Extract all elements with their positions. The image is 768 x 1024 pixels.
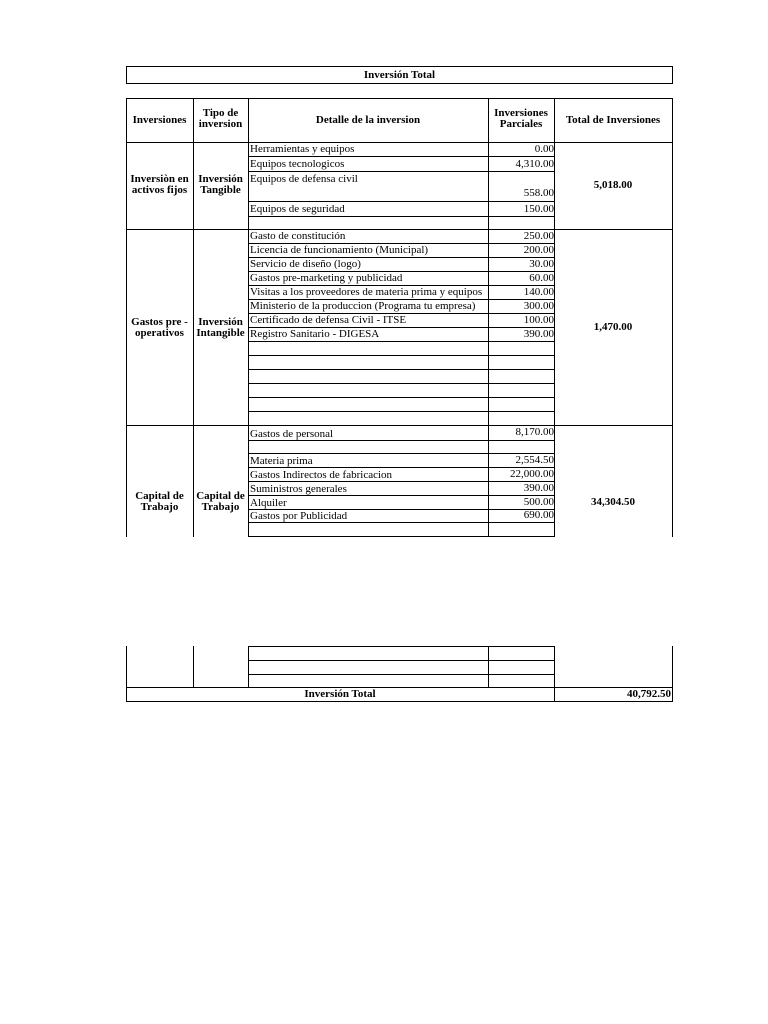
item-detalle: Herramientas y equipos: [250, 144, 355, 155]
page-title: Inversión Total: [363, 69, 436, 81]
footer-total: 40,792.50: [627, 688, 671, 700]
item-monto: 500.00: [523, 496, 554, 508]
header-total: Total de Inversiones: [565, 114, 661, 126]
item-monto: 250.00: [523, 230, 554, 242]
group-2-tipo: Inversión Intangible: [196, 316, 245, 339]
item-detalle: Gasto de constitución: [250, 231, 346, 242]
item-monto: 22,000.00: [510, 468, 554, 480]
footer-label: Inversión Total: [304, 688, 376, 700]
item-monto: 690.00: [523, 509, 554, 521]
group-2-inversion: Gastos pre - operativos: [131, 316, 188, 339]
item-detalle: Equipos tecnologicos: [250, 159, 345, 170]
item-detalle: Suministros generales: [250, 484, 347, 495]
item-detalle: Licencia de funcionamiento (Municipal): [250, 245, 429, 256]
item-monto: 2,554.50: [515, 454, 554, 466]
item-monto: 200.00: [523, 244, 554, 256]
item-monto: 150.00: [523, 203, 554, 215]
group-3-tipo: Capital de Trabajo: [196, 490, 245, 513]
item-monto: 60.00: [529, 272, 554, 284]
header-parciales: Inversiones Parciales: [494, 107, 548, 130]
item-monto: 390.00: [523, 482, 554, 494]
item-detalle: Alquiler: [250, 498, 287, 509]
item-monto: 558.00: [523, 187, 554, 199]
group-1-total: 5,018.00: [593, 179, 633, 191]
header-detalle: Detalle de la inversion: [315, 114, 421, 126]
item-monto: 100.00: [523, 314, 554, 326]
item-monto: 390.00: [523, 328, 554, 340]
item-detalle: Ministerio de la produccion (Programa tu empresa): [250, 301, 476, 312]
item-detalle: Gastos de personal: [250, 429, 334, 440]
item-detalle: Materia prima: [250, 456, 313, 467]
item-detalle: Equipos de seguridad: [250, 204, 345, 215]
item-monto: 30.00: [529, 258, 554, 270]
item-monto: 4,310.00: [515, 158, 554, 170]
item-detalle: Gastos por Publicidad: [250, 511, 348, 522]
header-tipo: Tipo de inversion: [198, 107, 243, 130]
group-3-total: 34,304.50: [591, 496, 635, 508]
header-inversiones: Inversiones: [132, 114, 187, 126]
item-monto: 8,170.00: [515, 426, 554, 438]
group-3-inversion: Capital de Trabajo: [135, 490, 184, 513]
item-detalle: Servicio de diseño (logo): [250, 259, 361, 270]
item-detalle: Certificado de defensa Civil - ITSE: [250, 315, 407, 326]
item-monto: 300.00: [523, 300, 554, 312]
group-2-total: 1,470.00: [593, 321, 633, 333]
item-monto: 140.00: [523, 286, 554, 298]
item-detalle: Gastos Indirectos de fabricacion: [250, 470, 393, 481]
item-detalle: Registro Sanitario - DIGESA: [250, 329, 380, 340]
item-monto: 0.00: [534, 143, 554, 155]
item-detalle: Equipos de defensa civil: [250, 174, 358, 185]
group-1-tipo: Inversión Tangible: [198, 173, 243, 196]
group-1-inversion: Inversiòn en activos fijos: [130, 173, 189, 196]
item-detalle: Gastos pre-marketing y publicidad: [250, 273, 403, 284]
item-detalle: Visitas a los proveedores de materia prima y equipos: [250, 287, 483, 298]
